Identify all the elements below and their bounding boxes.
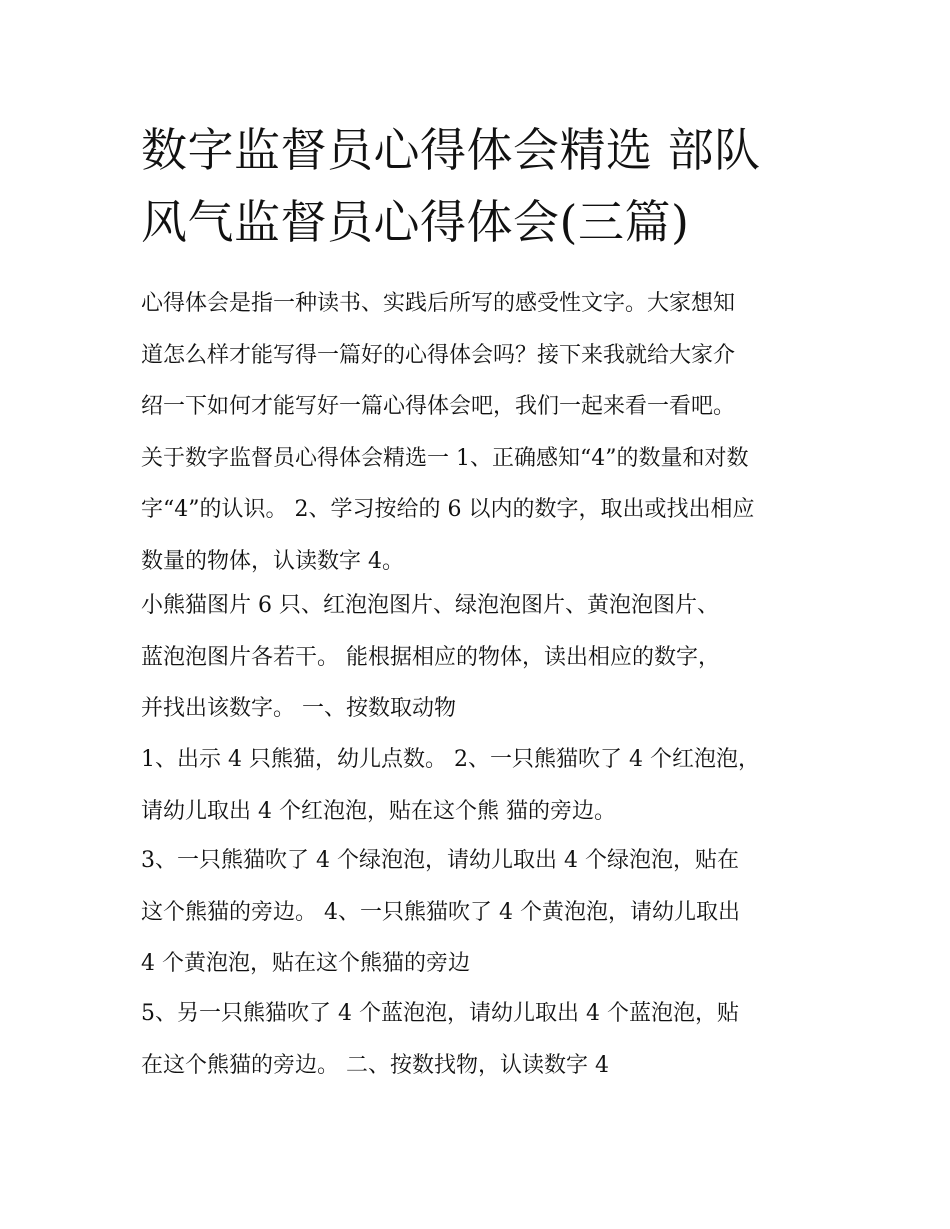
text-line: 关于数字监督员心得体会精选一 1、正确感知“4”的数量和对数 [141, 445, 749, 471]
text-line: 1、出示 4 只熊猫，幼儿点数。 2、一只熊猫吹了 4 个红泡泡， [141, 747, 760, 772]
text-line: 蓝泡泡图片各若干。 能根据相应的物体，读出相应的数字， [141, 644, 720, 670]
page-title [141, 114, 821, 258]
paragraph-step-3-4 [141, 835, 821, 990]
title-line: 风气监督员心得体会(三篇) [141, 195, 690, 249]
text-line: 这个熊猫的旁边。 4、一只熊猫吹了 4 个黄泡泡，请幼儿取出 [141, 899, 740, 925]
text-line: 并找出该数字。 一、按数取动物 [141, 696, 456, 721]
text-line: 小熊猫图片 6 只、红泡泡图片、绿泡泡图片、黄泡泡图片、 [141, 593, 719, 618]
title-line: 数字监督员心得体会精选 部队 [141, 123, 761, 177]
text-line: 请幼儿取出 4 个红泡泡，贴在这个熊 猫的旁边。 [141, 798, 616, 824]
text-line: 心得体会是指一种读书、实践后所写的感受性文字。大家想知 [141, 291, 736, 316]
text-line: 道怎么样才能写得一篇好的心得体会吗？接下来我就给大家介 [141, 342, 736, 368]
text-line: 3、一只熊猫吹了 4 个绿泡泡，请幼儿取出 4 个绿泡泡，贴在 [141, 848, 739, 873]
text-line: 绍一下如何才能写好一篇心得体会吧，我们一起来看一看吧。 [141, 394, 736, 419]
paragraph-step-5 [141, 988, 821, 1091]
text-line: 4 个黄泡泡，贴在这个熊猫的旁边 [141, 951, 470, 976]
paragraph-materials [141, 580, 821, 735]
text-line: 在这个熊猫的旁边。 二、按数找物，认读数字 4 [141, 1052, 609, 1078]
paragraph-step-1-2 [141, 734, 821, 837]
paragraph-intro [141, 278, 821, 587]
text-line: 字“4”的认识。 2、学习按给的 6 以内的数字，取出或找出相应 [141, 497, 755, 522]
text-line: 5、另一只熊猫吹了 4 个蓝泡泡，请幼儿取出 4 个蓝泡泡，贴 [141, 1001, 739, 1026]
text-line: 数量的物体，认读数字 4。 [141, 548, 404, 574]
